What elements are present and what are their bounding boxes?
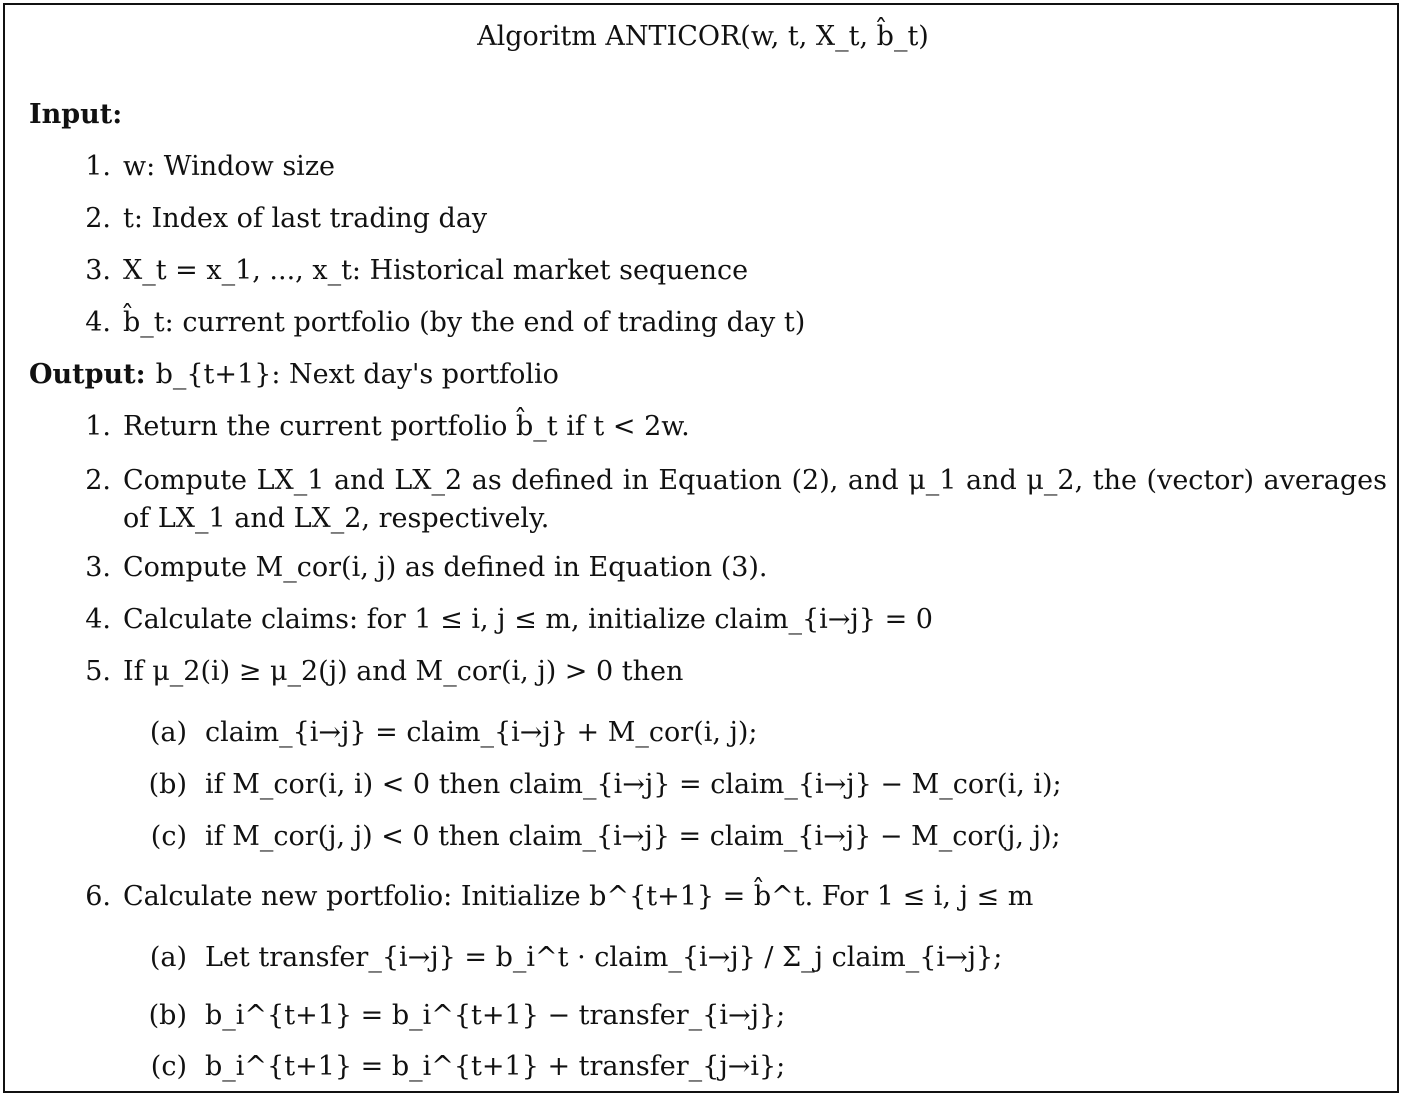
output-heading-label: Output: xyxy=(29,359,146,390)
substep-label: (a) xyxy=(149,942,187,973)
algorithm-box xyxy=(3,3,1399,1093)
output-heading xyxy=(29,359,559,390)
output-step-5c xyxy=(150,821,1061,852)
step-text: Return the current portfolio b̂_t if t < 2w. xyxy=(123,411,690,442)
step-number: 3. xyxy=(85,552,111,583)
item-number: 4. xyxy=(85,307,111,338)
step-number: 6. xyxy=(85,881,111,912)
item-text: b̂_t: current portfolio (by the end of trading day t) xyxy=(123,307,806,338)
substep-label: (b) xyxy=(148,769,187,800)
input-heading-label: Input: xyxy=(29,99,123,130)
item-text: X_t = x_1, ..., x_t: Historical market sequence xyxy=(123,255,749,286)
output-step-4 xyxy=(85,604,933,635)
input-heading xyxy=(29,99,132,130)
step-number: 5. xyxy=(85,656,111,687)
item-number: 3. xyxy=(85,255,111,286)
step-number: 1. xyxy=(85,411,111,442)
algorithm-title: Algoritm ANTICOR(w, t, X_t, b̂_t) xyxy=(477,21,929,52)
item-number: 1. xyxy=(85,151,111,182)
output-step-6 xyxy=(85,881,1034,912)
step-number: 4. xyxy=(85,604,111,635)
item-number: 2. xyxy=(85,203,111,234)
input-item-3 xyxy=(85,255,749,286)
item-text: t: Index of last trading day xyxy=(123,203,488,234)
output-step-5a xyxy=(149,717,758,748)
step-text: Compute LX_1 and LX_2 as defined in Equation (2), and μ_1 and μ_2, the (vector) averages of LX_1 and LX_2, respectively. xyxy=(123,465,1387,534)
substep-label: (c) xyxy=(150,821,187,852)
input-item-4 xyxy=(85,307,806,338)
substep-label: (c) xyxy=(150,1051,187,1082)
step-text: Calculate new portfolio: Initialize b^{t+1} = b̂^t. For 1 ≤ i, j ≤ m xyxy=(123,881,1034,912)
output-step-3 xyxy=(85,552,768,583)
output-step-6a xyxy=(149,942,1003,973)
substep-text: b_i^{t+1} = b_i^{t+1} − transfer_{i→j}; xyxy=(205,1000,786,1031)
step-text: Calculate claims: for 1 ≤ i, j ≤ m, initialize claim_{i→j} = 0 xyxy=(123,604,933,635)
input-item-1 xyxy=(85,151,336,182)
output-step-6c xyxy=(150,1051,786,1082)
output-description: b_{t+1}: Next day's portfolio xyxy=(155,359,559,390)
item-text: w: Window size xyxy=(123,151,336,182)
step-number: 2. xyxy=(85,465,111,496)
substep-text: if M_cor(j, j) < 0 then claim_{i→j} = claim_{i→j} − M_cor(j, j); xyxy=(205,821,1061,852)
substep-text: claim_{i→j} = claim_{i→j} + M_cor(i, j); xyxy=(205,717,758,748)
output-step-2 xyxy=(85,462,1387,538)
output-step-5b xyxy=(148,769,1062,800)
substep-text: if M_cor(i, i) < 0 then claim_{i→j} = claim_{i→j} − M_cor(i, i); xyxy=(205,769,1062,800)
substep-text: Let transfer_{i→j} = b_i^t · claim_{i→j} / Σ_j claim_{i→j}; xyxy=(205,942,1003,973)
output-step-5 xyxy=(85,656,684,687)
step-text: Compute M_cor(i, j) as defined in Equation (3). xyxy=(123,552,768,583)
input-item-2 xyxy=(85,203,488,234)
output-step-1 xyxy=(85,411,690,442)
substep-label: (a) xyxy=(149,717,187,748)
substep-text: b_i^{t+1} = b_i^{t+1} + transfer_{j→i}; xyxy=(205,1051,786,1082)
substep-label: (b) xyxy=(148,1000,187,1031)
output-step-6b xyxy=(148,1000,786,1031)
step-text: If μ_2(i) ≥ μ_2(j) and M_cor(i, j) > 0 then xyxy=(123,656,684,687)
